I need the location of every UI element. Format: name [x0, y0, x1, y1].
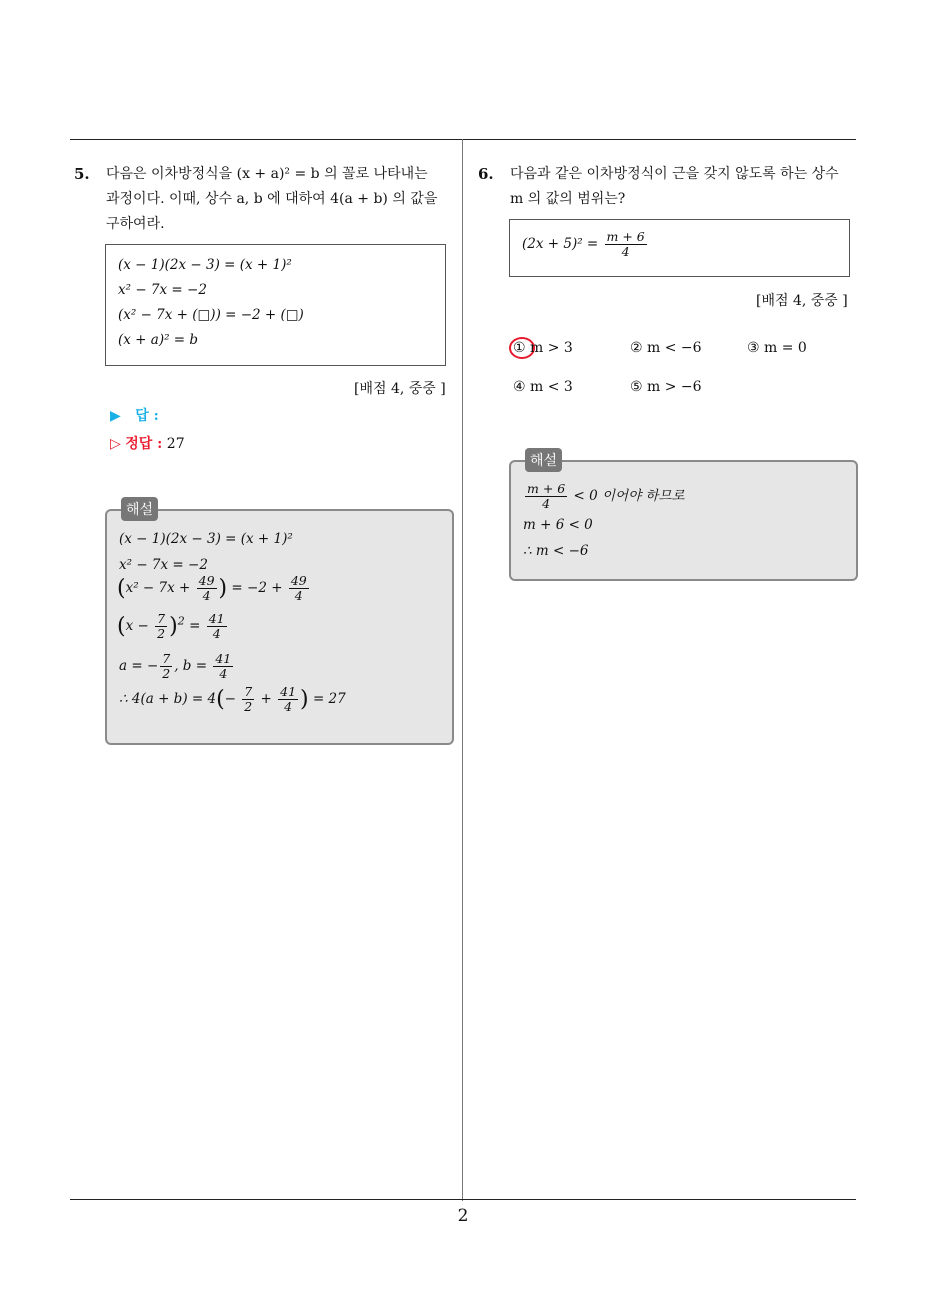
answer-label: 답 :: [135, 408, 159, 424]
q5-box-line: (x² − 7x + (□)) = −2 + (□): [118, 307, 304, 323]
column-divider: [462, 139, 463, 1201]
q6-equation-box: [509, 219, 850, 277]
q5-points: [배점 4, 중중 ]: [354, 381, 446, 397]
expl-line: ∴ 4(a + b) = 4(− $\frac{7}{2}$ + $\frac{41}{4}$ ) = 27: [119, 684, 346, 714]
expl-line: x² − 7x = −2: [119, 557, 208, 573]
q6-explanation-box: [509, 453, 858, 581]
explanation-tag: 해설: [525, 448, 562, 472]
choice-3[interactable]: ③ m = 0: [747, 340, 807, 356]
q6-text: [510, 162, 860, 212]
expl-line: (x − 1)(2x − 3) = (x + 1)²: [119, 531, 293, 547]
q5-box-line: (x − 1)(2x − 3) = (x + 1)²: [118, 257, 292, 273]
expl-line: (x² − 7x + $\frac{49}{4}$ ) = −2 + $\frac{49}{4}$: [117, 573, 307, 603]
q5-correct-row: [110, 433, 185, 453]
q5-answer-row: [110, 405, 159, 425]
q6-points: [배점 4, 중중 ]: [756, 293, 848, 309]
page-number: 2: [457, 1206, 469, 1226]
q5-text: [106, 162, 458, 237]
q5-box-line: (x + a)² = b: [118, 332, 199, 348]
correct-label: 정답 :: [125, 436, 163, 452]
expl-line: (x − $\frac{7}{2}$ )$^2$ = $\frac{41}{4}$: [117, 611, 225, 641]
q5-box-line: x² − 7x = −2: [118, 282, 207, 298]
q5-text-line2: 과정이다. 이때, 상수 a, b 에 대하여 4(a + b) 의 값을: [106, 191, 438, 207]
q5-number: 5.: [74, 165, 90, 183]
correct-value: 27: [166, 436, 185, 452]
choice-1[interactable]: ① m > 3: [513, 340, 573, 356]
top-rule: [70, 139, 856, 140]
triangle-outline-icon: ▷: [110, 436, 121, 452]
q6-text-line1: 다음과 같은 이차방정식이 근을 갖지 않도록 하는 상수: [510, 166, 839, 182]
q5-text-line3: 구하여라.: [106, 216, 165, 232]
play-icon: ▶: [110, 408, 121, 424]
q6-text-line2: m 의 값의 범위는?: [510, 191, 626, 207]
expl-line: m + 6 < 0: [523, 517, 593, 533]
q5-process-box: [105, 244, 446, 366]
bottom-rule: [70, 1199, 856, 1200]
q5-explanation-box: [105, 502, 454, 745]
expl-line: ∴ m < −6: [523, 543, 589, 559]
q5-text-line1: 다음은 이차방정식을 (x + a)² = b 의 꼴로 나타내는: [106, 166, 428, 182]
choice-2[interactable]: ② m < −6: [630, 340, 702, 356]
choice-5[interactable]: ⑤ m > −6: [630, 379, 702, 395]
q6-number: 6.: [478, 165, 494, 183]
explanation-tag: 해설: [121, 497, 158, 521]
choice-4[interactable]: ④ m < 3: [513, 379, 573, 395]
expl-line: $\frac{m + 6}{4}$ < 0 이어야 하므로: [527, 481, 685, 511]
expl-line: a = − $\frac{7}{2}$ , b = $\frac{41}{4}$: [119, 651, 232, 681]
q6-equation: (2x + 5)² = $\frac{m + 6}{4}$: [522, 229, 645, 259]
